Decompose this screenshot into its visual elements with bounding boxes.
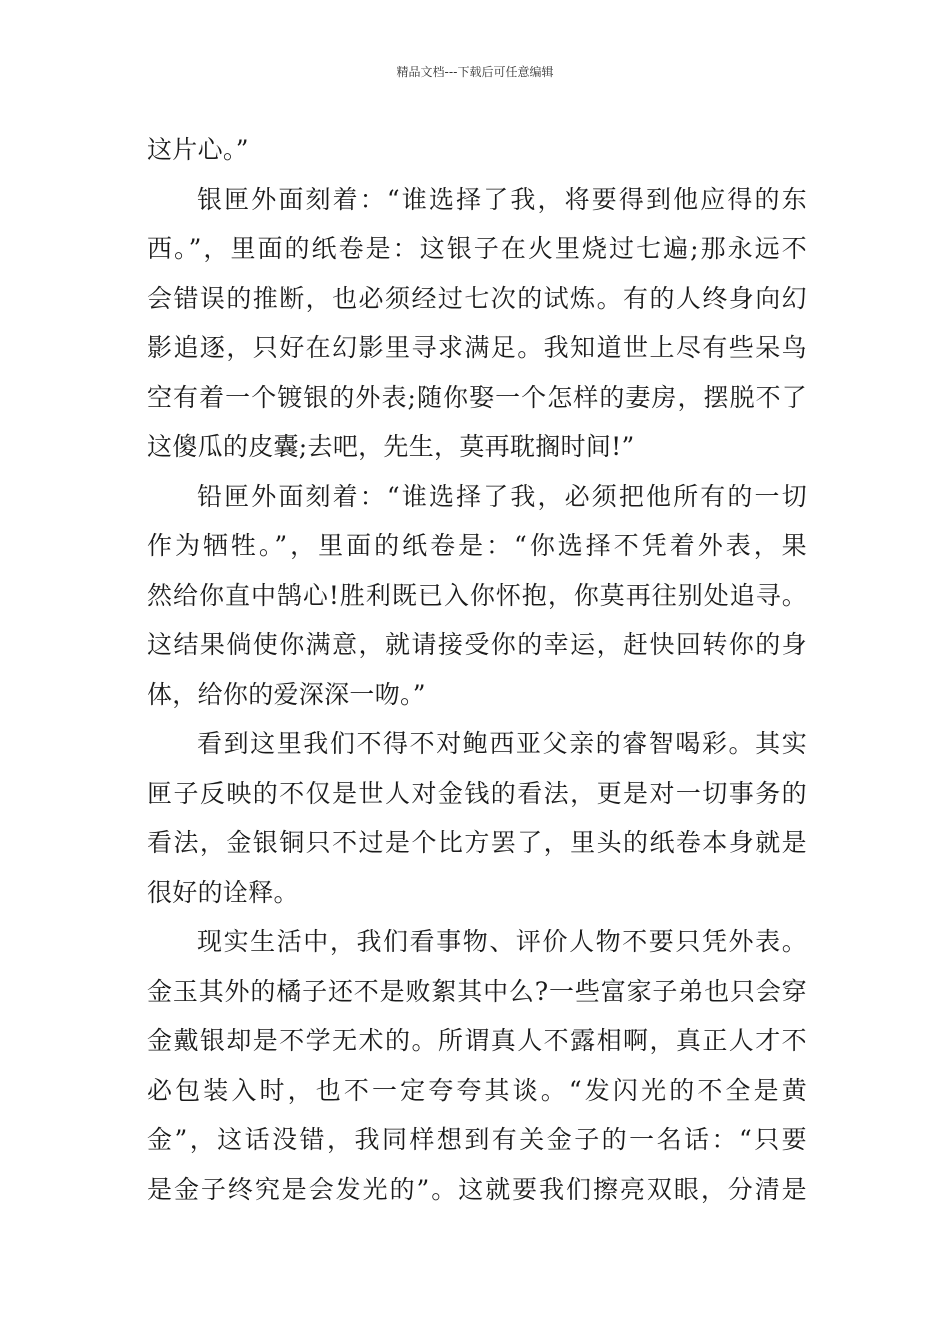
text-line: 西。”，里面的纸卷是：这银子在火里烧过七遍;那永远不	[147, 234, 807, 263]
text-line: 这结果倘使你满意，就请接受你的幸运，赶快回转你的身	[147, 630, 807, 659]
text-line: 金”，这话没错，我同样想到有关金子的一名话：“只要	[147, 1125, 807, 1154]
paragraph-4	[147, 719, 807, 917]
text-line: 然给你直中鹄心!胜利既已入你怀抱，你莫再往别处追寻。	[147, 580, 807, 610]
document-body	[147, 125, 807, 1214]
page-header: 精品文档---下载后可任意编辑	[396, 65, 554, 79]
paragraph-3	[147, 472, 807, 720]
text-line: 看到这里我们不得不对鲍西亚父亲的睿智喝彩。其实	[197, 729, 807, 758]
text-line: 银匣外面刻着：“谁选择了我，将要得到他应得的东	[197, 184, 807, 214]
text-line: 影追逐，只好在幻影里寻求满足。我知道世上尽有些呆鸟	[147, 333, 807, 362]
text-line: 是金子终究是会发光的”。这就要我们擦亮双眼，分清是	[147, 1174, 807, 1204]
text-line: 看法，金银铜只不过是个比方罢了，里头的纸卷本身就是	[147, 828, 807, 857]
text-line: 很好的诠释。	[147, 877, 299, 907]
text-line: 这片心。”	[147, 135, 249, 164]
text-line: 空有着一个镀银的外表;随你娶一个怎样的妻房，摆脱不了	[147, 382, 807, 412]
paragraph-5	[147, 917, 807, 1214]
paragraph-2	[147, 175, 807, 472]
text-line: 现实生活中，我们看事物、评价人物不要只凭外表。	[197, 927, 807, 956]
text-line: 必包装入时，也不一定夸夸其谈。“发闪光的不全是黄	[147, 1075, 807, 1105]
text-line: 金戴银却是不学无术的。所谓真人不露相啊，真正人才不	[147, 1026, 807, 1055]
text-line: 这傻瓜的皮囊;去吧，先生，莫再耽搁时间!”	[147, 432, 635, 461]
text-line: 会错误的推断，也必须经过七次的试炼。有的人终身向幻	[147, 283, 807, 313]
text-line: 匣子反映的不仅是世人对金钱的看法，更是对一切事务的	[147, 778, 807, 808]
paragraph-1	[147, 125, 807, 175]
text-line: 金玉其外的橘子还不是败絮其中么?一些富家子弟也只会穿	[147, 976, 807, 1006]
text-line: 作为牺牲。”，里面的纸卷是：“你选择不凭着外表，果	[147, 531, 807, 560]
text-line: 铅匣外面刻着：“谁选择了我，必须把他所有的一切	[197, 481, 807, 511]
text-line: 体，给你的爱深深一吻。”	[147, 679, 426, 709]
